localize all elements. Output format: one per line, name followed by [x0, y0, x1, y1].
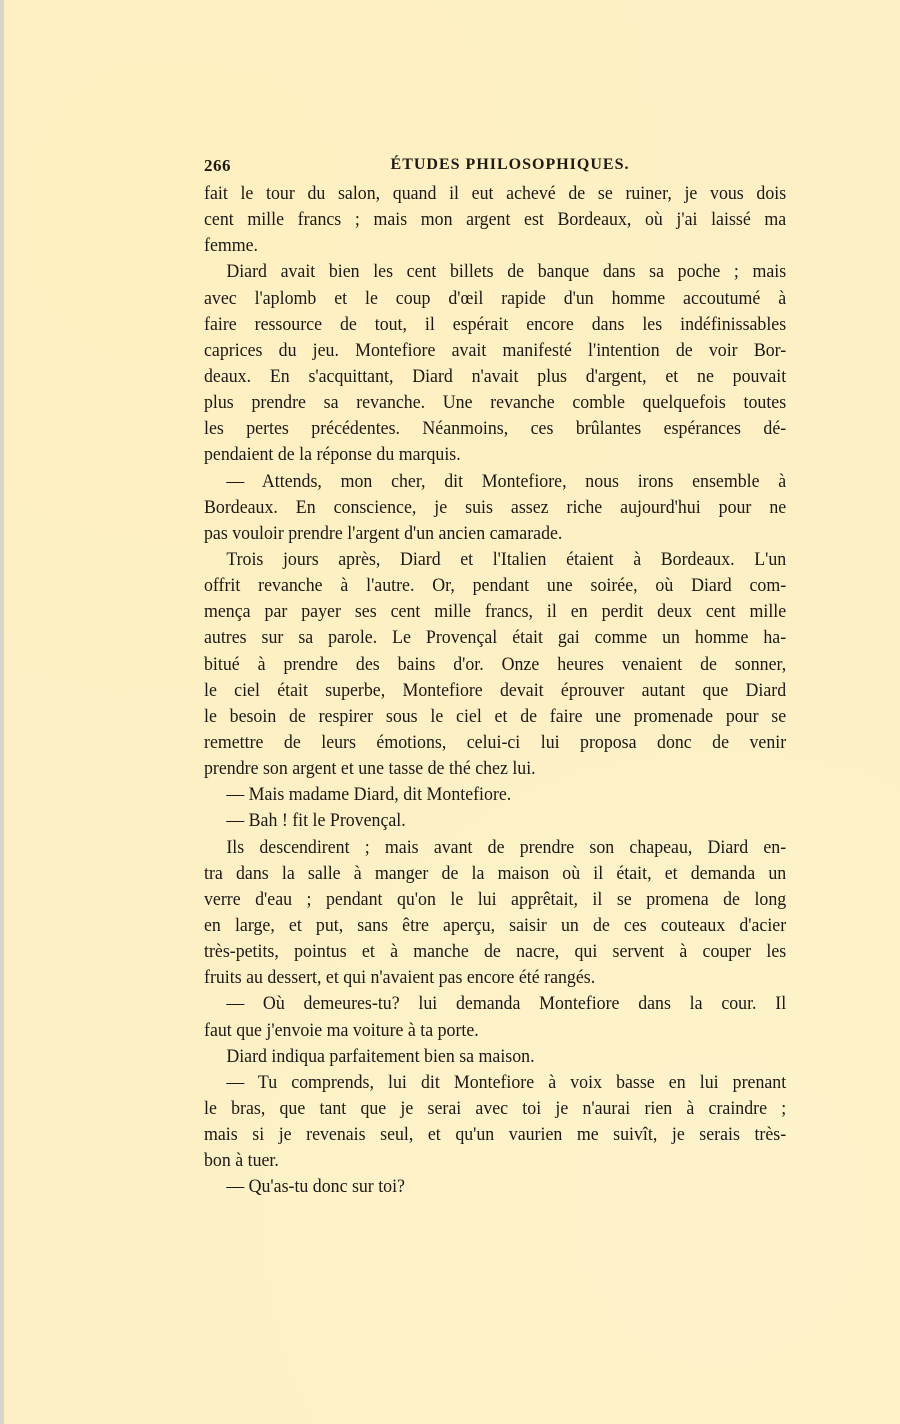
text-line: pendaient de la réponse du marquis.: [204, 444, 461, 466]
text-line: caprices du jeu. Montefiore avait manifesté l'intention de voir Bor-: [204, 339, 787, 361]
text-line: en large, et put, sans être aperçu, saisir un de ces couteaux d'acier: [204, 914, 787, 936]
text-line: femme.: [204, 235, 259, 257]
text-line: Trois jours après, Diard et l'Italien étaient à Bordeaux. L'un: [226, 548, 787, 570]
text-line: très-petits, pointus et à manche de nacre, qui servent à couper les: [204, 941, 787, 963]
text-line: bitué à prendre des bains d'or. Onze heures venaient de sonner,: [204, 653, 787, 675]
text-line: remettre de leurs émotions, celui-ci lui proposa donc de venir: [204, 731, 787, 753]
text-line: mais si je revenais seul, et qu'un vaurien me suivît, je serais très-: [204, 1124, 787, 1146]
text-line: deaux. En s'acquittant, Diard n'avait plus d'argent, et ne pouvait: [204, 365, 787, 387]
page-header: [204, 156, 786, 180]
text-line: — Mais madame Diard, dit Montefiore.: [226, 784, 512, 806]
text-line: pas vouloir prendre l'argent d'un ancien camarade.: [204, 522, 563, 544]
text-line: Diard indiqua parfaitement bien sa maison.: [226, 1045, 535, 1067]
text-line: offrit revanche à l'autre. Or, pendant une soirée, où Diard com-: [204, 575, 787, 597]
text-line: autres sur sa parole. Le Provençal était gai comme un homme ha-: [204, 627, 787, 649]
text-line: — Bah ! fit le Provençal.: [226, 810, 406, 832]
text-line: Bordeaux. En conscience, je suis assez riche aujourd'hui pour ne: [204, 496, 787, 518]
text-line: tra dans la salle à manger de la maison où il était, et demanda un: [204, 862, 787, 884]
text-line: Diard avait bien les cent billets de banque dans sa poche ; mais: [226, 261, 787, 283]
text-line: fruits au dessert, et qui n'avaient pas encore été rangés.: [204, 967, 596, 989]
text-line: cent mille francs ; mais mon argent est Bordeaux, où j'ai laissé ma: [204, 209, 787, 231]
running-title: ÉTUDES PHILOSOPHIQUES.: [390, 156, 630, 173]
text-line: le bras, que tant que je serai avec toi je n'aurai rien à craindre ;: [204, 1097, 787, 1119]
text-line: faut que j'envoie ma voiture à ta porte.: [204, 1019, 479, 1041]
text-line: plus prendre sa revanche. Une revanche comble quelquefois toutes: [204, 392, 787, 414]
text-line: mença par payer ses cent mille francs, il en perdit deux cent mille: [204, 601, 787, 623]
text-line: verre d'eau ; pendant qu'on le lui apprêtait, il se promena de long: [204, 888, 787, 910]
text-line: le besoin de respirer sous le ciel et de faire une promenade pour se: [204, 705, 787, 727]
text-line: — Attends, mon cher, dit Montefiore, nous irons ensemble à: [226, 470, 787, 492]
text-line: — Tu comprends, lui dit Montefiore à voix basse en lui prenant: [226, 1071, 787, 1093]
body-text: [204, 181, 786, 1200]
text-line: Ils descendirent ; mais avant de prendre son chapeau, Diard en-: [226, 836, 787, 858]
text-line: — Qu'as-tu donc sur toi?: [226, 1176, 405, 1198]
text-line: — Où demeures-tu? lui demanda Montefiore dans la cour. Il: [226, 993, 787, 1015]
page-number: 266: [204, 156, 231, 175]
text-line: avec l'aplomb et le coup d'œil rapide d'un homme accoutumé à: [204, 287, 787, 309]
text-line: prendre son argent et une tasse de thé chez lui.: [204, 758, 536, 780]
text-line: faire ressource de tout, il espérait encore dans les indéfinissables: [204, 313, 787, 335]
text-line: les pertes précédentes. Néanmoins, ces brûlantes espérances dé-: [204, 418, 787, 440]
text-line: fait le tour du salon, quand il eut achevé de se ruiner, je vous dois: [204, 183, 787, 204]
text-line: le ciel était superbe, Montefiore devait éprouver autant que Diard: [204, 679, 787, 701]
text-line: bon à tuer.: [204, 1150, 279, 1172]
